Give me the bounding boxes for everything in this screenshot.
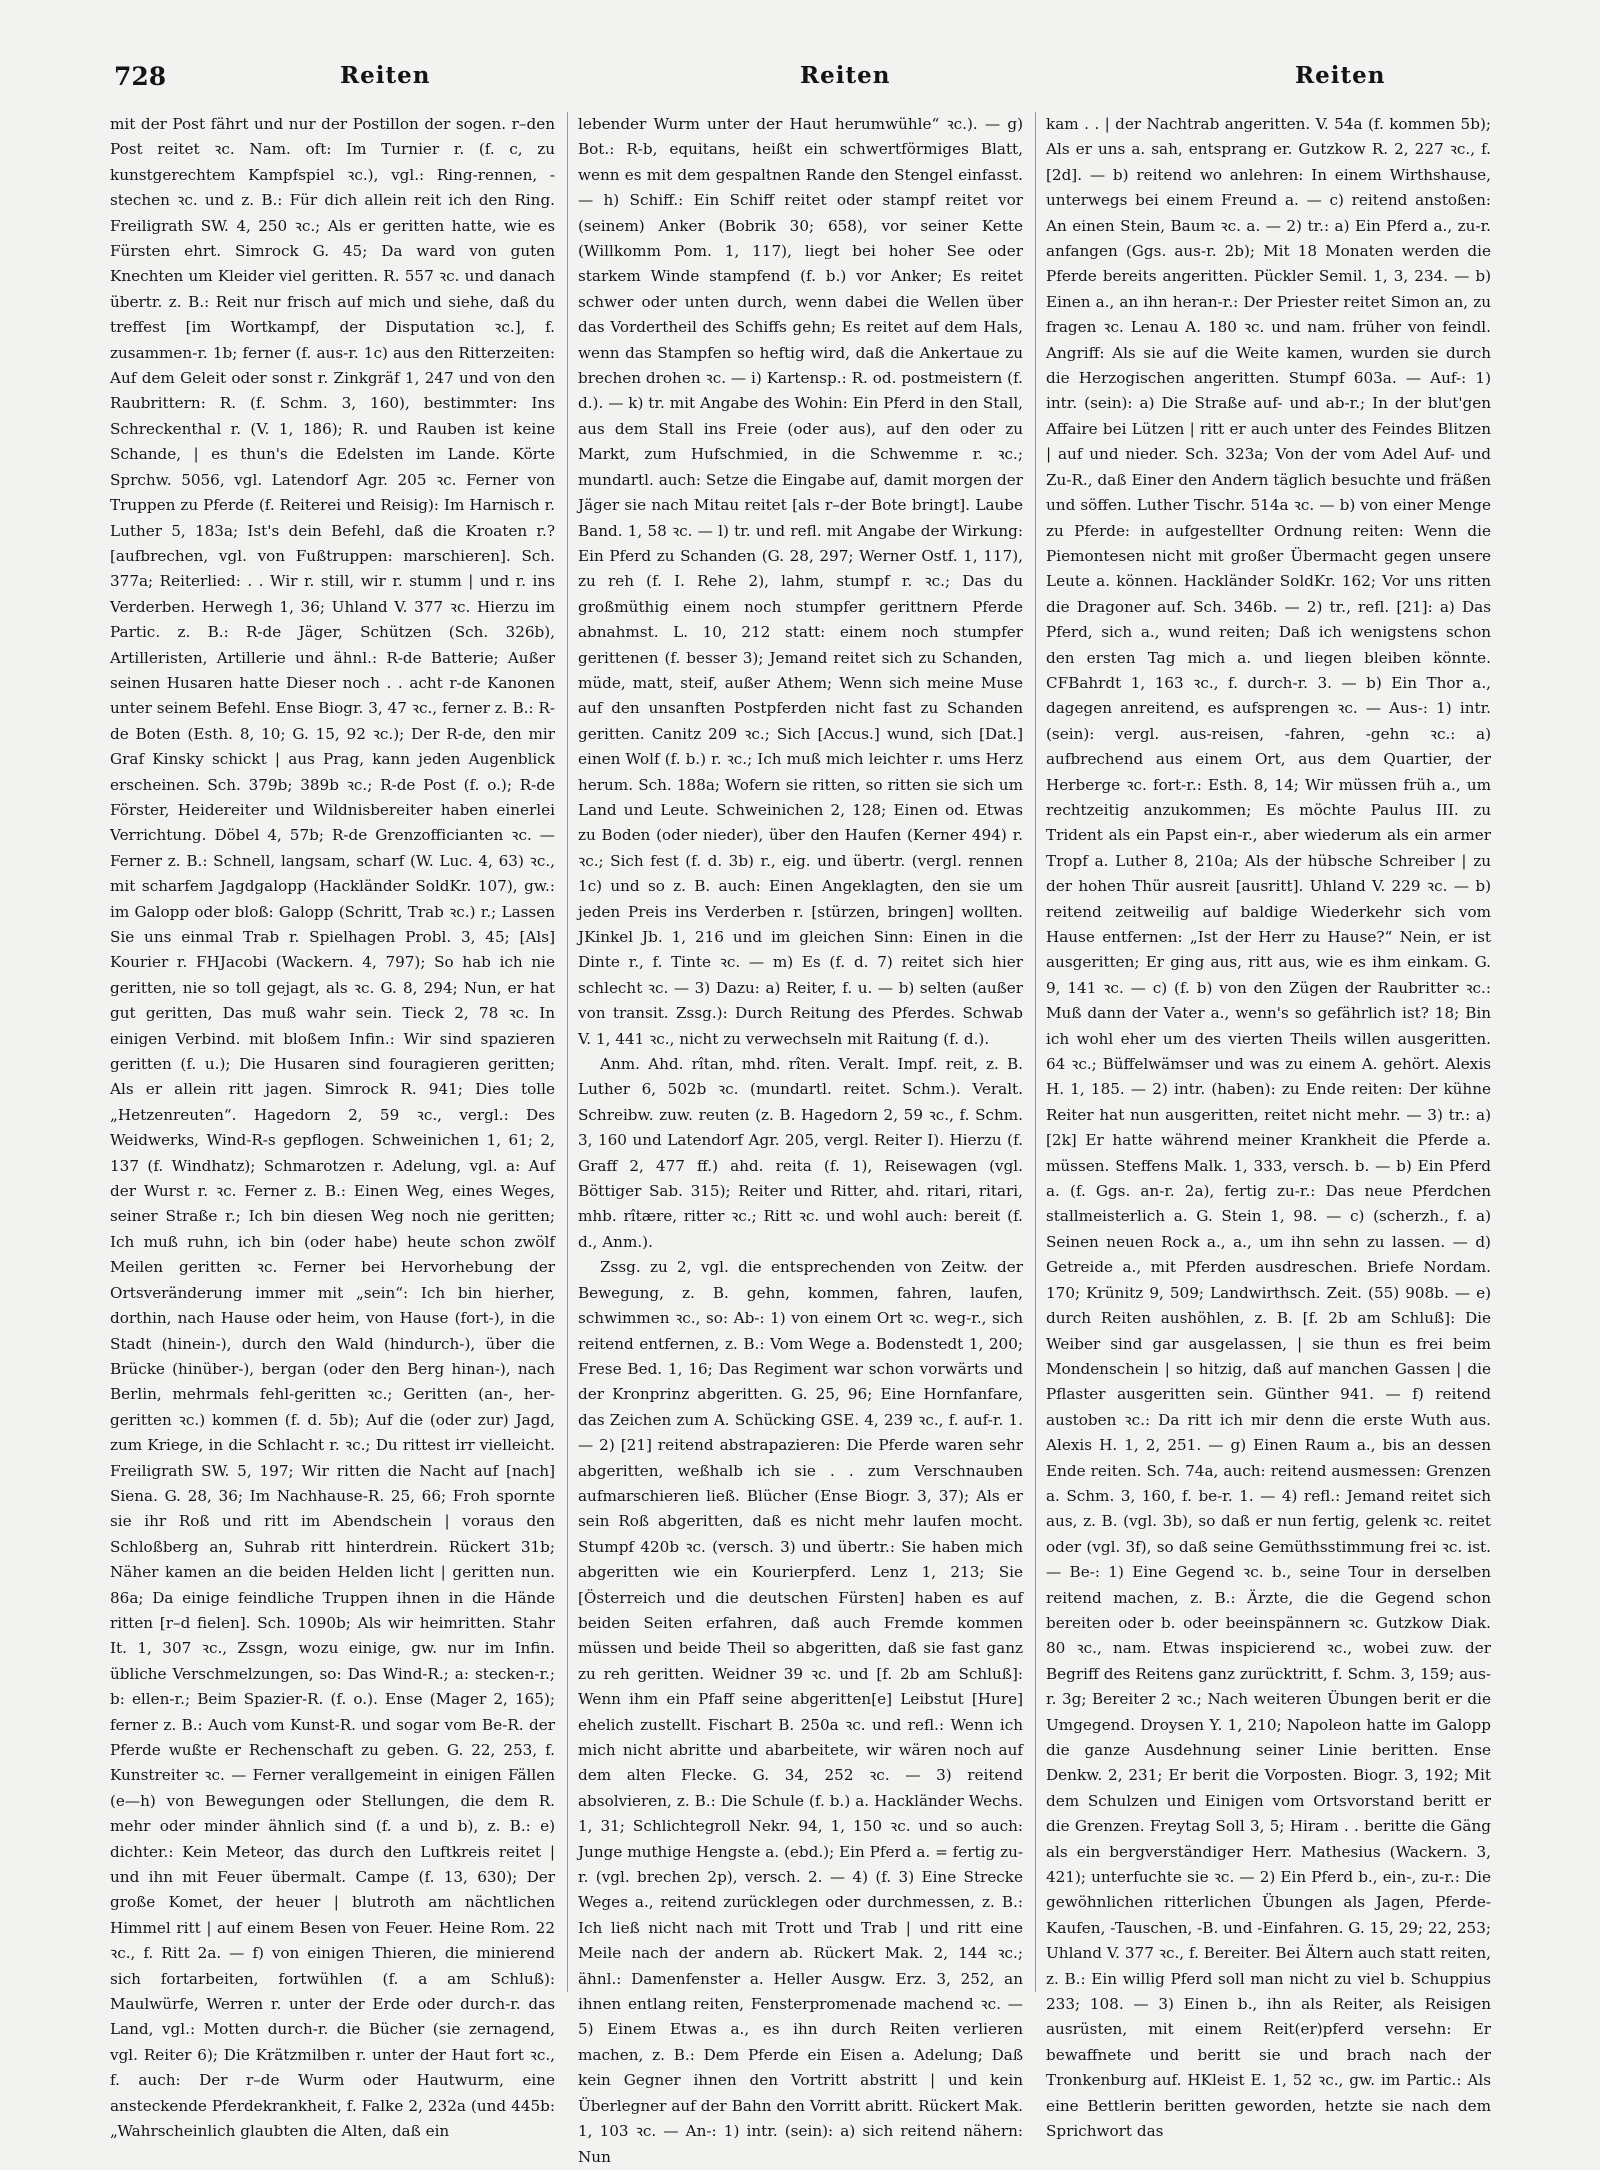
column-3-paragraph: kam . . | der Nachtrab angeritten. V. 54a (f. kommen 5b); Als er uns a. sah, entsprang er. Gutzkow R. 2, 227 ꝛc., f. [2d]. — b) reitend wo anlehren: In einem Wirthshause, unterwegs bei einem Freund a. — c) reitend anstoßen: An einen Stein, Baum ꝛc. a. — 2) tr.: a) Ein Pferd a., zu-r. anfangen (Ggs. aus-r. 2b); Mit 18 Monaten werden die Pferde bereits angeritten. Pückler Semil. 1, 3, 234. — b) Einen a., an ihn heran-r.: Der Priester reitet Simon an, zu fragen ꝛc. Lenau A. 180 ꝛc. und nam. früher von feindl. Angriff: Als sie auf die Weite kamen, wurden sie durch die Herzogischen angeritten. Stumpf 603a. — Auf-: 1) intr. (sein): a) Die Straße auf- und ab-r.; In der blut'gen Affaire bei Lützen | ritt er auch unter des Feindes Blitzen | auf und nieder. Sch. 323a; Von der vom Adel Auf- und Zu-R., daß Einer den Andern täglich besuchte und fräßen und söffen. Luther Tischr. 514a ꝛc. — b) von einer Menge zu Pferde: in aufgestellter Ordnung reiten: Wenn die Piemontesen nicht mit großer Übermacht gegen unsere Leute a. können. Hackländer SoldKr. 162; Vor uns ritten die Dragoner auf. Sch. 346b. — 2) tr., refl. [21]: a) Das Pferd, sich a., wund reiten; Daß ich wenigstens schon den ersten Tag mich a. und liegen bleiben könnte. CFBahrdt 1, 163 ꝛc., f. durch-r. 3. — b) Ein Thor a., dagegen anreitend, es aufsprengen ꝛc. — Aus-: 1) intr. (sein): vergl. aus-reisen, -fahren, -gehn ꝛc.: a) aufbrechend aus einem Ort, aus dem Quartier, der Herberge ꝛc. fort-r.: Esth. 8, 14; Wir müssen früh a., um rechtzeitig anzukommen; Es möchte Paulus III. zu Trident als ein Papst ein-r., aber wiederum als ein armer Tropf a. Luther 8, 210a; Als der hübsche Schreiber | zu der hohen Thür ausreit [ausritt]. Uhland V. 229 ꝛc. — b) reitend zeitweilig auf baldige Wiederkehr sich vom Hause entfernen: „Ist der Herr zu Hause?“ Nein, er ist ausgeritten; Er ging aus, ritt aus, wie es ihm einkam. G. 9, 141 ꝛc. — c) (f. b) von den Zügen der Raubritter ꝛc.: Muß dann der Vater a., wenn's so gefährlich ist? 18; Bin ich wohl eher um des vierten Theils willen ausgeritten. 64 ꝛc.; Büffelwämser und was zu einem A. gehört. Alexis H. 1, 185. — 2) intr. (haben): zu Ende reiten: Der kühne Reiter hat nun ausgeritten, reitet nicht mehr. — 3) tr.: a) [2k] Er hatte während meiner Krankheit die Pferde a. müssen. Steffens Malk. 1, 333, versch. b. — b) Ein Pferd a. (f. Ggs. an-r. 2a), fertig zu-r.: Das neue Pferdchen stallmeisterlich a. G. Stein 1, 98. — c) (scherzh., f. a) Seinen neuen Rock a., a., um ihn sehn zu lassen. — d) Getreide a., mit Pferden ausdreschen. Briefe Nordam. 170; Krünitz 9, 509; Landwirthsch. Zeit. (55) 908b. — e) durch Reiten aushöhlen, z. B. [f. 2b am Schluß]: Die Weiber sind gar ausgelassen, | sie thun es frei beim Mondenschein | so hitzig, daß auf manchen Gassen | die Pflaster ausgeritten sein. Günther 941. — f) reitend austoben ꝛc.: Da ritt ich mir denn die erste Wuth aus. Alexis H. 1, 2, 251. — g) Einen Raum a., bis an dessen Ende reiten. Sch. 74a, auch: reitend ausmessen: Grenzen a. Schm. 3, 160, f. be-r. 1. — 4) refl.: Jemand reitet sich aus, z. B. (vgl. 3b), so daß er nun fertig, gelenk ꝛc. reitet oder (vgl. 3f), so daß seine Gemüthsstimmung frei ꝛc. ist. — Be-: 1) Eine Gegend ꝛc. b., seine Tour in derselben reitend machen, z. B.: Ärzte, die die Gegend schon bereiten oder b. oder beeinspännern ꝛc. Gutzkow Diak. 80 ꝛc., nam. Etwas inspicierend ꝛc., wobei zuw. der Begriff des Reitens ganz zurücktritt, f. Schm. 3, 159; aus-r. 3g; Bereiter 2 ꝛc.; Nach weiteren Übungen berit er die Umgegend. Droysen Y. 1, 210; Napoleon hatte im Galopp die ganze Ausdehnung seiner Linie beritten. Ense Denkw. 2, 231; Er berit die Vorposten. Biogr. 3, 192; Mit dem Schulzen und Einigen vom Ortsvorstand beritt er die Grenzen. Freytag Soll 3, 5; Hiram . . beritte die Gäng als ein bergverständiger Herr. Mathesius (Wackern. 3, 421); unterfuchte sie ꝛc. — 2) Ein Pferd b., ein-, zu-r.: Die gewöhnlichen ritterlichen Übungen als Jagen, Pferde-Kaufen, -Tauschen, -B. und -Einfahren. G. 15, 29; 22, 253; Uhland V. 377 ꝛc., f. Bereiter. Bei Ältern auch statt reiten, z. B.: Ein willig Pferd soll man nicht zu viel b. Schuppius 233; 108. — 3) Einen b., ihn als Reiter, als Reisigen ausrüsten, mit einem Reit(er)pferd versehn: Er bewaffnete und beritt sie und brach nach der Tronkenburg auf. HKleist E. 1, 52 ꝛc., gw. im Partic.: Als eine Bettlerin beritten geworden, hetzte sie nach dem Sprichwort das: [1046, 115, 1491, 2141]
column-1: [110, 112, 555, 2141]
dictionary-columns: [110, 112, 1491, 2166]
column-1-paragraph: mit der Post fährt und nur der Postillon der sogen. r–den Post reitet ꝛc. Nam. oft: Im Turnier r. (f. c, zu kunstgerechtem Kampfspiel ꝛc.), vgl.: Ring-rennen, -stechen ꝛc. und z. B.: Für dich allein reit ich den Ring. Freiligrath SW. 4, 250 ꝛc.; Als er geritten hatte, wie es Fürsten ehrt. Simrock G. 45; Da ward von guten Knechten um Kleider viel geritten. R. 557 ꝛc. und danach übertr. z. B.: Reit nur frisch auf mich und siehe, daß du treffest [im Wortkampf, der Disputation ꝛc.], f. zusammen-r. 1b; ferner (f. aus-r. 1c) aus den Ritterzeiten: Auf dem Geleit oder sonst r. Zinkgräf 1, 247 und von den Raubrittern: R. (f. Schm. 3, 160), bestimmter: Ins Schreckenthal r. (V. 1, 186); R. und Rauben ist keine Schande, | es thun's die Edelsten im Lande. Körte Sprchw. 5056, vgl. Latendorf Agr. 205 ꝛc. Ferner von Truppen zu Pferde (f. Reiterei und Reisig): Im Harnisch r. Luther 5, 183a; Ist's dein Befehl, daß die Kroaten r.? [aufbrechen, vgl. von Fußtruppen: marschieren]. Sch. 377a; Reiterlied: . . Wir r. still, wir r. stumm | und r. ins Verderben. Herwegh 1, 36; Uhland V. 377 ꝛc. Hierzu im Partic. z. B.: R-de Jäger, Schützen (Sch. 326b), Artilleristen, Artillerie und ähnl.: R-de Batterie; Außer seinen Husaren hatte Dieser noch . . acht r-de Kanonen unter seinem Befehl. Ense Biogr. 3, 47 ꝛc., ferner z. B.: R-de Boten (Esth. 8, 10; G. 15, 92 ꝛc.); Der R-de, den mir Graf Kinsky schickt | aus Prag, kann jeden Augenblick erscheinen. Sch. 379b; 389b ꝛc.; R-de Post (f. o.); R-de Förster, Heidereiter und Wildnisbereiter haben einerlei Verrichtung. Döbel 4, 57b; R-de Grenzofficianten ꝛc. — Ferner z. B.: Schnell, langsam, scharf (W. Luc. 4, 63) ꝛc., mit scharfem Jagdgalopp (Hackländer SoldKr. 107), gw.: im Galopp oder bloß: Galopp (Schritt, Trab ꝛc.) r.; Lassen Sie uns einmal Trab r. Spielhagen Probl. 3, 45; [Als] Kourier r. FHJacobi (Wackern. 4, 797); So hab ich nie geritten, nie so toll gejagt, als ꝛc. G. 8, 294; Nun, er hat gut geritten, Das muß wahr sein. Tieck 2, 78 ꝛc. In einigen Verbind. mit bloßem Infin.: Wir sind spazieren geritten (f. u.); Die Husaren sind fouragieren geritten; Als er allein ritt jagen. Simrock R. 941; Dies tolle „Hetzenreuten“. Hagedorn 2, 59 ꝛc., vergl.: Des Weidwerks, Wind-R-s gepflogen. Schweinichen 1, 61; 2, 137 (f. Windhatz); Schmarotzen r. Adelung, vgl. a: Auf der Wurst r. ꝛc. Ferner z. B.: Einen Weg, eines Weges, seiner Straße r.; Ich bin diesen Weg noch nie geritten; Ich muß ruhn, ich bin (oder habe) heute schon zwölf Meilen geritten ꝛc. Ferner bei Hervorhebung der Ortsveränderung immer mit „sein“: Ich bin hierher, dorthin, nach Hause oder heim, von Hause (fort-), in die Stadt (hinein-), durch den Wald (hindurch-), über die Brücke (hinüber-), bergan (oder den Berg hinan-), nach Berlin, mehrmals fehl-geritten ꝛc.; Geritten (an-, her-geritten ꝛc.) kommen (f. d. 5b); Auf die (oder zur) Jagd, zum Kriege, in die Schlacht r. ꝛc.; Du rittest irr vielleicht. Freiligrath SW. 5, 197; Wir ritten die Nacht auf [nach] Siena. G. 28, 36; Im Nachhause-R. 25, 66; Froh spornte sie ihr Roß und ritt im Abendschein | voraus den Schloßberg an, Suhrab ritt hinterdrein. Rückert 31b; Näher kamen an die beiden Helden licht | geritten nun. 86a; Da einige feindliche Truppen ihnen in die Hände ritten [r–d fielen]. Sch. 1090b; Als wir heimritten. Stahr It. 1, 307 ꝛc., Zssgn, wozu einige, gw. nur im Infin. übliche Verschmelzungen, so: Das Wind-R.; a: stecken-r.; b: ellen-r.; Beim Spazier-R. (f. o.). Ense (Mager 2, 165); ferner z. B.: Auch vom Kunst-R. und sogar vom Be-R. der Pferde wußte er Rechenschaft zu geben. G. 22, 253, f. Kunstreiter ꝛc. — Ferner verallgemeint in einigen Fällen (e—h) von Bewegungen oder Stellungen, die dem R. mehr oder minder ähnlich sind (f. a und b), z. B.: e) dichter.: Kein Meteor, das durch den Luftkreis reitet | und ihn mit Feuer übermalt. Campe (f. 13, 630); Der große Komet, der heuer | blutroth am nächtlichen Himmel ritt | auf einem Besen von Feuer. Heine Rom. 22 ꝛc., f. Ritt 2a. — f) von einigen Thieren, die minierend sich fortarbeiten, fortwühlen (f. a am Schluß): Maulwürfe, Werren r. unter der Erde oder durch-r. das Land, vgl.: Motten durch-r. die Bücher (sie zernagend, vgl. Reiter 6); Die Krätzmilben r. unter der Haut fort ꝛc., f. auch: Der r–de Wurm oder Hautwurm, eine ansteckende Pferdekrankheit, f. Falke 2, 232a (und 445b: „Wahrscheinlich glaubten die Alten, daß ein: [110, 115, 555, 2141]
page-number: 728: [114, 62, 167, 91]
running-head-left: Reiten: [340, 62, 431, 89]
column-divider: [567, 112, 568, 1992]
page-header: [110, 62, 1480, 100]
column-2-paragraph: Zssg. zu 2, vgl. die entsprechenden von Zeitw. der Bewegung, z. B. gehn, kommen, fahren, laufen, schwimmen ꝛc., so: Ab-: 1) von einem Ort ꝛc. weg-r., sich reitend entfernen, z. B.: Vom Wege a. Bodenstedt 1, 200; Frese Bed. 1, 16; Das Regiment war schon vorwärts und der Kronprinz abgeritten. G. 25, 96; Eine Hornfanfare, das Zeichen zum A. Schücking GSE. 4, 239 ꝛc., f. auf-r. 1. — 2) [21] reitend abstrapazieren: Die Pferde waren sehr abgeritten, weßhalb ich sie . . zum Verschnauben aufmarschieren ließ. Blücher (Ense Biogr. 3, 37); Als er sein Roß abgeritten, daß es nicht mehr laufen mocht. Stumpf 420b ꝛc. (versch. 3) und übertr.: Sie haben mich abgeritten wie ein Kourierpferd. Lenz 1, 213; Sie [Österreich und die deutschen Fürsten] haben es auf beiden Seiten erfahren, daß auch Fremde kommen müssen und beide Theil so abgeritten, daß sie fast ganz zu reh geritten. Weidner 39 ꝛc. und [f. 2b am Schluß]: Wenn ihm ein Pfaff seine abgeritten[e] Leibstut [Hure] ehelich zustellt. Fischart B. 250a ꝛc. und refl.: Wenn ich mich nicht abritte und abarbeitete, wir wären noch auf dem alten Flecke. G. 34, 252 ꝛc. — 3) reitend absolvieren, z. B.: Die Schule (f. b.) a. Hackländer Wechs. 1, 31; Schlichtegroll Nekr. 94, 1, 150 ꝛc. und so auch: Junge muthige Hengste a. (ebd.); Ein Pferd a. = fertig zu-r. (vgl. brechen 2p), versch. 2. — 4) (f. 3) Eine Strecke Weges a., reitend zurücklegen oder durchmessen, z. B.: Ich ließ nicht nach mit Trott und Trab | und ritt eine Meile nach der andern ab. Rückert Mak. 2, 144 ꝛc.; ähnl.: Damenfenster a. Heller Ausgw. Erz. 3, 252, an ihnen entlang reiten, Fensterpromenade machend ꝛc. — 5) Einem Etwas a., es ihn durch Reiten verlieren machen, z. B.: Dem Pferde ein Eisen a. Adelung; Daß kein Gegner ihnen den Vortritt abstritt | und kein Überlegner auf der Bahn den Vorritt abritt. Rückert Mak. 1, 103 ꝛc. — An-: 1) intr. (sein): a) sich reitend nähern: Nun: [578, 1258, 1023, 2166]
column-2-paragraph: lebender Wurm unter der Haut herumwühle“ ꝛc.). — g) Bot.: R-b, equitans, heißt ein schwertförmiges Blatt, wenn es mit dem gespaltnen Rande den Stengel einfasst. — h) Schiff.: Ein Schiff reitet oder stampf reitet vor (seinem) Anker (Bobrik 30; 658), vor seiner Kette (Willkomm Pom. 1, 117), liegt bei hoher See oder starkem Winde stampfend (f. b.) vor Anker; Es reitet schwer oder unten durch, wenn dabei die Wellen über das Vordertheil des Schiffs gehn; Es reitet auf dem Hals, wenn das Stampfen so heftig wird, daß die Ankertaue zu brechen drohen ꝛc. — i) Kartensp.: R. od. postmeistern (f. d.). — k) tr. mit Angabe des Wohin: Ein Pferd in den Stall, aus dem Stall ins Freie (oder aus), auf den oder zu Markt, zum Hufschmied, in die Schwemme r. ꝛc.; mundartl. auch: Setze die Eingabe auf, damit morgen der Jäger sie nach Mitau reitet [als r–der Bote bringt]. Laube Band. 1, 58 ꝛc. — l) tr. und refl. mit Angabe der Wirkung: Ein Pferd zu Schanden (G. 28, 297; Werner Ostf. 1, 117), zu reh (f. I. Rehe 2), lahm, stumpf r. ꝛc.; Das du großmüthig einem noch stumpfer gerittnern Pferde abnahmst. L. 10, 212 statt: einem noch stumpfer gerittenen (f. besser 3); Jemand reitet sich zu Schanden, müde, matt, steif, außer Athem; Wenn sich meine Muse auf den unsanften Postpferden nicht fast zu Schanden geritten. Canitz 209 ꝛc.; Sich [Accus.] wund, sich [Dat.] einen Wolf (f. b.) r. ꝛc.; Ich muß mich leichter r. ums Herz herum. Sch. 188a; Wofern sie ritten, so ritten sie sich um Land und Leute. Schweinichen 2, 128; Einen od. Etwas zu Boden (oder nieder), über den Haufen (Kerner 494) r. ꝛc.; Sich fest (f. d. 3b) r., eig. und übertr. (vergl. rennen 1c) und so z. B. auch: Einen Angeklagten, den sie um jeden Preis ins Verderben r. [stürzen, bringen] wollten. JKinkel Jb. 1, 216 und im gleichen Sinn: Einen in die Dinte r., f. Tinte ꝛc. — m) Es (f. d. 7) reitet sich hier schlecht ꝛc. — 3) Dazu: a) Reiter, f. u. — b) selten (außer von transit. Zssg.): Durch Reitung des Pferdes. Schwab V. 1, 441 ꝛc., nicht zu verwechseln mit Raitung (f. d.).: [578, 115, 1023, 1048]
column-2: [578, 112, 1023, 2166]
column-3: [1046, 112, 1491, 2141]
column-2-note: Anm. Ahd. rîtan, mhd. rîten. Veralt. Impf. reit, z. B. Luther 6, 502b ꝛc. (mundartl. reitet. Schm.). Veralt. Schreibw. zuw. reuten (z. B. Hagedorn 2, 59 ꝛc., f. Schm. 3, 160 und Latendorf Agr. 205, vergl. Reiter I). Hierzu (f. Graff 2, 477 ff.) ahd. reita (f. 1), Reisewagen (vgl. Böttiger Sab. 315); Reiter und Ritter, ahd. ritari, ritari, mhb. rîtære, ritter ꝛc.; Ritt ꝛc. und wohl auch: bereit (f. d., Anm.).: [578, 1055, 1023, 1251]
column-divider: [1035, 112, 1036, 1992]
running-head-right: Reiten: [1295, 62, 1386, 89]
running-head-center: Reiten: [800, 62, 891, 89]
